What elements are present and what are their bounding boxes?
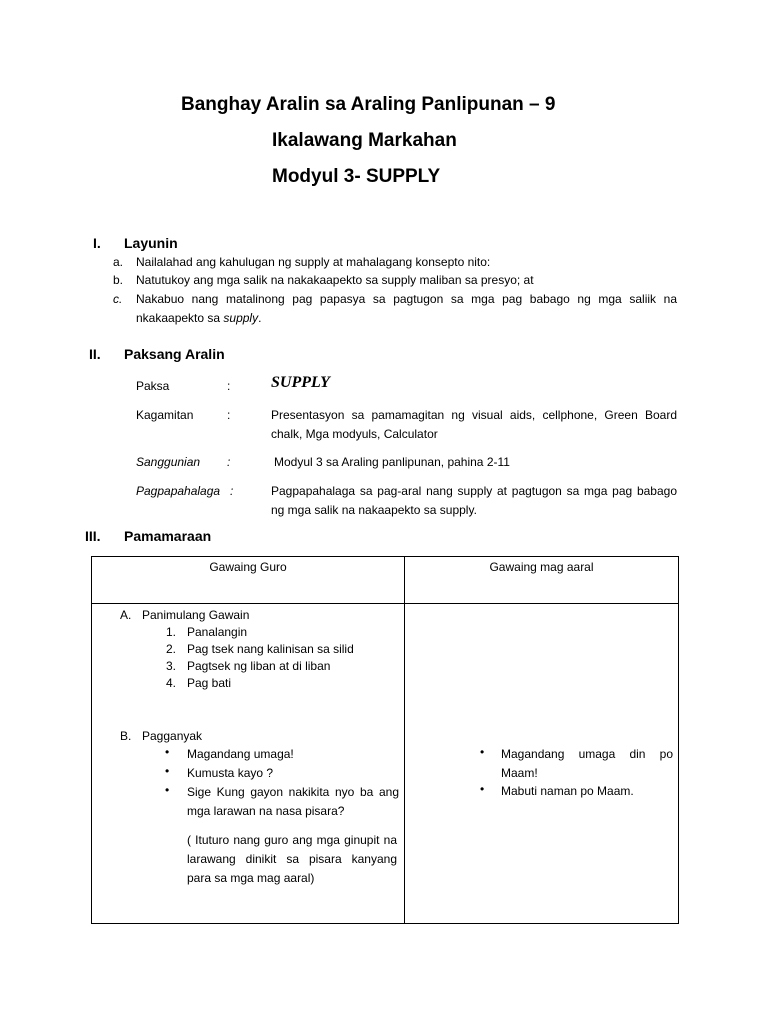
part-a-marker: A. — [120, 608, 132, 622]
procedure-table — [91, 556, 679, 924]
paksa-value: SUPPLY — [271, 374, 330, 391]
document-title: Banghay Aralin sa Araling Panlipunan – 9 — [181, 94, 556, 115]
pagpapahalaga-value: Pagpapahalaga sa pag-aral nang supply at pagtugon sa mga pag babago ng mga salik na nakaapekto sa supply. — [271, 484, 677, 517]
pagpapahalaga-colon: : — [230, 484, 234, 498]
part-b-bullet-2: Kumusta kayo ? — [187, 766, 274, 780]
part-b-bullet-1: Magandang umaga! — [187, 747, 294, 761]
part-a-title: Panimulang Gawain — [142, 608, 250, 622]
sanggunian-value: Modyul 3 sa Araling panlipunan, pahina 2-11 — [274, 455, 510, 469]
section3-number: III. — [85, 528, 101, 544]
teacher-activities-cell — [92, 604, 405, 924]
student-bullet-2: Mabuti naman po Maam. — [501, 784, 634, 798]
objective-b-marker: b. — [113, 273, 124, 287]
objective-a-text: Nailalahad ang kahulugan ng supply at mahalagang konsepto nito: — [136, 255, 491, 269]
bullet-icon: • — [480, 782, 485, 796]
student-bullet-1: Magandang umaga din po Maam! — [501, 747, 673, 780]
table-header-student: Gawaing mag aaral — [405, 557, 679, 604]
part-a-item-3: Pagtsek ng liban at di liban — [187, 659, 331, 673]
part-a-item-2: Pag tsek nang kalinisan sa silid — [187, 642, 354, 656]
paksa-colon: : — [227, 379, 231, 393]
document-subtitle-quarter: Ikalawang Markahan — [272, 130, 457, 151]
section2-title: Paksang Aralin — [124, 346, 225, 362]
part-b-bullet-3: Sige Kung gayon nakikita nyo ba ang mga larawan na nasa pisara? — [187, 785, 399, 818]
part-b-title: Pagganyak — [142, 729, 203, 743]
objective-b-text: Natutukoy ang mga salik na nakakaapekto sa supply maliban sa presyo; at — [136, 273, 534, 287]
bullet-icon: • — [165, 745, 170, 759]
part-a-num-2: 2. — [166, 642, 177, 656]
objective-c-marker: c. — [113, 292, 123, 306]
section1-title: Layunin — [124, 235, 178, 251]
sanggunian-colon: : — [227, 455, 231, 469]
bullet-icon: • — [165, 764, 170, 778]
part-a-num-1: 1. — [166, 625, 177, 639]
bullet-icon: • — [480, 745, 485, 759]
kagamitan-colon: : — [227, 408, 231, 422]
objective-a-marker: a. — [113, 255, 124, 269]
part-a-item-1: Panalangin — [187, 625, 248, 639]
part-a-num-3: 3. — [166, 659, 177, 673]
bullet-icon: • — [165, 783, 170, 797]
part-a-item-4: Pag bati — [187, 676, 232, 690]
part-b-marker: B. — [120, 729, 132, 743]
paksa-label: Paksa — [136, 379, 170, 393]
kagamitan-value: Presentasyon sa pamamagitan ng visual aids, cellphone, Green Board chalk, Mga modyuls, Calculator — [271, 408, 677, 441]
pagpapahalaga-label: Pagpapahalaga — [136, 484, 221, 498]
section2-number: II. — [89, 346, 101, 362]
student-activities-cell — [405, 604, 679, 924]
sanggunian-label: Sanggunian — [136, 455, 201, 469]
kagamitan-label: Kagamitan — [136, 408, 194, 422]
part-b-teacher-note: ( Ituturo nang guro ang mga ginupit na larawang dinikit sa pisara kanyang para sa mga mag aaral) — [187, 833, 397, 885]
part-a-num-4: 4. — [166, 676, 177, 690]
section1-number: I. — [93, 235, 101, 251]
table-header-teacher: Gawaing Guro — [92, 557, 405, 604]
document-subtitle-module: Modyul 3- SUPPLY — [272, 166, 441, 187]
objective-c-text: Nakabuo nang matalinong pag papasya sa pagtugon sa mga pag babago ng mga saliik na nkakaapekto sa supply. — [136, 292, 677, 325]
section3-title: Pamamaraan — [124, 528, 212, 544]
